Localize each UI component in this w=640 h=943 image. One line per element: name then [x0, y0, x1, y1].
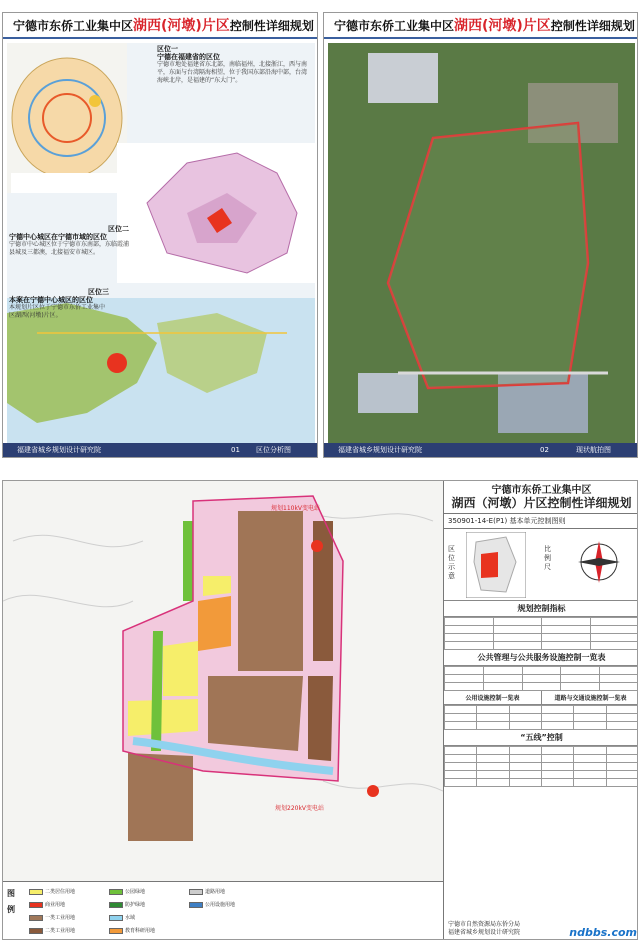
industrial-block-a [238, 511, 303, 671]
locator-row: 区位示意 比例尺 [444, 529, 638, 601]
aerial-photo-graphic [328, 43, 635, 443]
project-location-marker [107, 353, 127, 373]
unit-code: 350901-14-E(P1) 基本单元控制图则 [444, 513, 638, 529]
factory-block [368, 53, 438, 103]
industrial-block-d [308, 676, 333, 761]
north-arrow-icon [574, 537, 624, 587]
factory-buildings [358, 373, 418, 413]
ningde-marker [89, 95, 101, 107]
legend-swatch [109, 928, 123, 934]
location-analysis-panel [2, 12, 318, 458]
indicators-title: 规划控制指标 [444, 601, 638, 617]
note-top: 规划110kV变电站 [271, 505, 321, 512]
residential-block-north [203, 576, 231, 596]
location-3-text: 区位三 本案在宁德中心城区的区位 本规划片区位于宁德市东侨工业集中区湖西(河墩)片区。 [9, 288, 109, 319]
legend: 图例 二类居住用地 商业用地 一类工业用地 二类工业用地 公园绿地 防护绿地 水域 教育科研用地 道路用地 公用设施用地 [3, 881, 443, 940]
legend-label: 一类工业用地 [45, 915, 76, 921]
location-map [7, 43, 315, 443]
substation-north [311, 540, 323, 552]
legend-swatch [189, 889, 203, 895]
green-buffer [183, 521, 193, 601]
legend-label: 道路用地 [205, 889, 226, 895]
legend-item [189, 901, 235, 908]
substation-south [367, 785, 379, 797]
land-use-plan-map [3, 481, 443, 881]
control-plan-panel [2, 480, 638, 940]
legend-swatch [29, 928, 43, 934]
legend-item [29, 901, 65, 908]
sidebar-title: 宁德市东侨工业集中区 湖西（河墩）片区控制性详细规划 [451, 485, 632, 510]
legend-label: 防护绿地 [125, 902, 146, 908]
panel-title: 宁德市东侨工业集中区湖西(河墩)片区控制性详细规划 [324, 13, 637, 39]
facility-titles-row: 公用设施控制一览表 道路与交通设施控制一览表 [444, 691, 638, 705]
residential-block-b [128, 699, 198, 736]
legend-swatch [29, 915, 43, 921]
legend-label: 二类居住用地 [45, 889, 76, 895]
legend-item [109, 927, 155, 934]
legend-label: 二类工业用地 [45, 928, 76, 934]
five-lines-title: “五线”控制 [444, 730, 638, 746]
public-facilities-table [444, 666, 638, 691]
legend-label: 水域 [125, 915, 136, 921]
public-facilities-title: 公共管理与公共服务设施控制一览表 [444, 650, 638, 666]
legend-swatch [29, 889, 43, 895]
legend-swatch [109, 902, 123, 908]
locator-map [466, 532, 526, 598]
panel-footer: 福建省城乡规划设计研究院 02 现状航拍图 [324, 443, 637, 457]
legend-item [109, 901, 145, 908]
legend-swatch [109, 889, 123, 895]
legend-item [109, 914, 135, 921]
location-1-text: 区位一 宁德在福建省的区位 宁德市地处福建省东北部，南临福州，北接浙江，西与南平，东面与台湾隔海相望，位于我国东部沿海中部，台湾海峡北岸，是福建的“东大门”。 [157, 45, 308, 84]
utility-road-table [444, 705, 638, 730]
legend-swatch [189, 902, 203, 908]
note-bottom: 规划220kV变电站 [275, 805, 325, 812]
residential-block-a [163, 641, 198, 696]
education-block [198, 596, 231, 651]
panel-title: 宁德市东侨工业集中区湖西(河墩)片区控制性详细规划 [3, 13, 317, 39]
plan-sidebar [443, 481, 638, 940]
aerial-photo [328, 43, 635, 443]
aerial-photo-panel [323, 12, 638, 458]
legend-item [29, 914, 75, 921]
location-2-text: 区位二 宁德中心城区在宁德市域的区位 宁德市中心城区位于宁德市东南部，东临霞浦县城及三都澳，北接福安市城区。 [9, 225, 130, 256]
legend-item [29, 888, 75, 895]
five-lines-table [444, 746, 638, 787]
panel-footer: 福建省城乡规划设计研究院 01 区位分析图 [3, 443, 317, 457]
legend-item [109, 888, 145, 895]
legend-label: 教育科研用地 [125, 928, 156, 934]
legend-item [29, 927, 75, 934]
legend-item [189, 888, 225, 895]
watermark-logo: ndbbs.com [569, 926, 637, 939]
indicators-table [444, 617, 638, 650]
legend-swatch [29, 902, 43, 908]
legend-label: 公用设施用地 [205, 902, 236, 908]
legend-label: 商业用地 [45, 902, 66, 908]
legend-label: 公园绿地 [125, 889, 146, 895]
map-legend [11, 173, 123, 193]
green-corridor [151, 631, 163, 751]
legend-swatch [109, 915, 123, 921]
organization: 宁德市自然资源局东侨分局 福建省城乡规划设计研究院 [448, 921, 521, 936]
industrial-block-c [208, 676, 303, 751]
